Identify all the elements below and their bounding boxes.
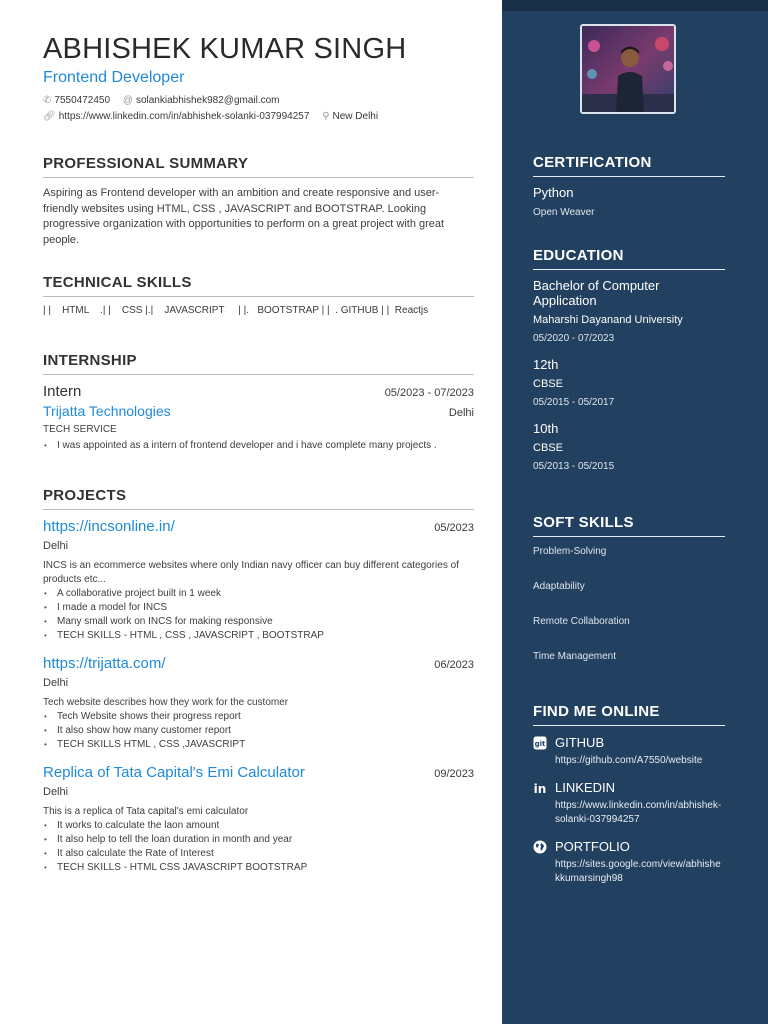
education-dates: 05/2015 - 05/2017 [533,397,615,408]
project-location: Delhi [43,677,69,689]
soft-skills-heading: SOFT SKILLS [533,514,725,537]
list-item: • TECH SKILLS HTML , CSS ,JAVASCRIPT [43,738,474,752]
list-item: • Many small work on INCS for making responsive [43,615,474,629]
list-item: • It also show how many customer report [43,724,474,738]
project-entry [43,518,474,643]
internship-entry [43,383,474,453]
sidebar [502,0,768,1024]
education-school: CBSE [533,442,563,454]
svg-text:git: git [534,739,546,748]
project-bullets [43,819,474,875]
certification-heading: CERTIFICATION [533,154,725,177]
internship-company: Trijatta Technologies [43,403,171,419]
projects-heading: PROJECTS [43,487,474,510]
soft-skill-item: Adaptability [533,581,585,592]
list-item: • TECH SKILLS - HTML CSS JAVASCRIPT BOOTSTRAP [43,861,474,875]
project-link[interactable]: https://incsonline.in/ [43,518,175,535]
at-icon: @ [122,95,133,106]
linkedin-url[interactable]: https://www.linkedin.com/in/abhishek-solanki-037994257 [555,800,722,825]
soft-skill-item: Problem-Solving [533,546,607,557]
project-description: INCS is an ecommerce websites where only Indian navy officer can buy different categories of products etc... [43,560,459,585]
project-bullets [43,587,474,643]
project-entry [43,655,474,752]
summary-heading: PROFESSIONAL SUMMARY [43,155,474,178]
location-pin-icon: ⚲ [322,111,330,122]
list-item: • TECH SKILLS - HTML , CSS , JAVASCRIPT , BOOTSTRAP [43,629,474,643]
certification-issuer: Open Weaver [533,207,595,218]
education-degree: Bachelor of Computer Application [533,278,660,308]
list-item: • It also calculate the Rate of Interest [43,847,474,861]
internship-type: TECH SERVICE [43,424,117,435]
online-label: LINKEDIN [555,780,615,795]
list-item: • I was appointed as a intern of frontend developer and i have complete many projects . [43,439,474,453]
certification-name: Python [533,185,574,200]
internship-bullets [43,439,474,453]
list-item: • It works to calculate the laon amount [43,819,474,833]
linkedin-icon [533,781,547,795]
github-url[interactable]: https://github.com/A7550/website [555,755,703,766]
project-description: This is a replica of Tata capital's emi calculator [43,806,249,817]
project-description: Tech website describes how they work for the customer [43,697,289,708]
education-dates: 05/2013 - 05/2015 [533,461,615,472]
internship-title: Intern [43,383,82,400]
education-school: Maharshi Dayanand University [533,314,683,326]
online-label: GITHUB [555,735,605,750]
candidate-name: ABHISHEK KUMAR SINGH [43,33,407,65]
education-degree: 12th [533,357,559,372]
project-location: Delhi [43,786,69,798]
education-degree: 10th [533,421,559,436]
summary-text: Aspiring as Frontend developer with an ambition and create responsive and user-friendly websites using HTML, CSS , JAVASCRIPT and BOOTSTRAP. Looking progressive organization with opportunities to perform on a great project with great people. [43,187,445,246]
project-location: Delhi [43,540,69,552]
profile-photo [580,24,676,114]
phone-icon: ✆ [43,95,52,106]
phone-number: 7550472450 [54,95,111,106]
svg-text:in: in [533,781,547,795]
education-school: CBSE [533,378,563,390]
soft-skill-item: Time Management [533,651,616,662]
soft-skill-item: Remote Collaboration [533,616,630,627]
education-heading: EDUCATION [533,247,725,270]
project-title: Replica of Tata Capital's Emi Calculator [43,764,305,781]
online-item-github[interactable] [533,735,725,768]
list-item: • I made a model for INCS [43,601,474,615]
project-date: 06/2023 [434,659,474,671]
online-item-portfolio[interactable] [533,839,725,886]
education-section [533,247,725,472]
globe-icon [533,840,547,854]
list-item: • Tech Website shows their progress report [43,710,474,724]
github-icon [533,736,547,750]
online-section [533,703,725,886]
internship-location: Delhi [448,407,474,419]
project-bullets [43,710,474,752]
skills-list: | | HTML .| | CSS |.| JAVASCRIPT | |. BOOTSTRAP | | . GITHUB | | Reactjs [43,305,429,316]
online-heading: FIND ME ONLINE [533,703,725,726]
candidate-role: Frontend Developer [43,69,185,86]
portfolio-url[interactable]: https://sites.google.com/view/abhishekkumarsingh98 [555,859,721,884]
sidebar-top-strip [502,0,768,11]
project-entry [43,764,474,875]
soft-skills-section [533,514,725,662]
internship-heading: INTERNSHIP [43,352,474,375]
linkedin-link[interactable]: https://www.linkedin.com/in/abhishek-solanki-037994257 [58,111,310,122]
location-text: New Delhi [332,111,379,122]
list-item: • It also help to tell the loan duration in month and year [43,833,474,847]
skills-heading: TECHNICAL SKILLS [43,274,474,297]
project-date: 09/2023 [434,768,474,780]
list-item: • A collaborative project built in 1 week [43,587,474,601]
project-date: 05/2023 [434,522,474,534]
certification-section [533,154,725,218]
contact-info [43,93,474,125]
online-label: PORTFOLIO [555,839,630,854]
link-icon: 🔗︎ [43,111,56,122]
email-link[interactable]: solankiabhishek982@gmail.com [135,95,280,106]
internship-dates: 05/2023 - 07/2023 [384,387,474,399]
project-link[interactable]: https://trijatta.com/ [43,655,166,672]
online-item-linkedin[interactable] [533,780,725,827]
education-dates: 05/2020 - 07/2023 [533,333,615,344]
